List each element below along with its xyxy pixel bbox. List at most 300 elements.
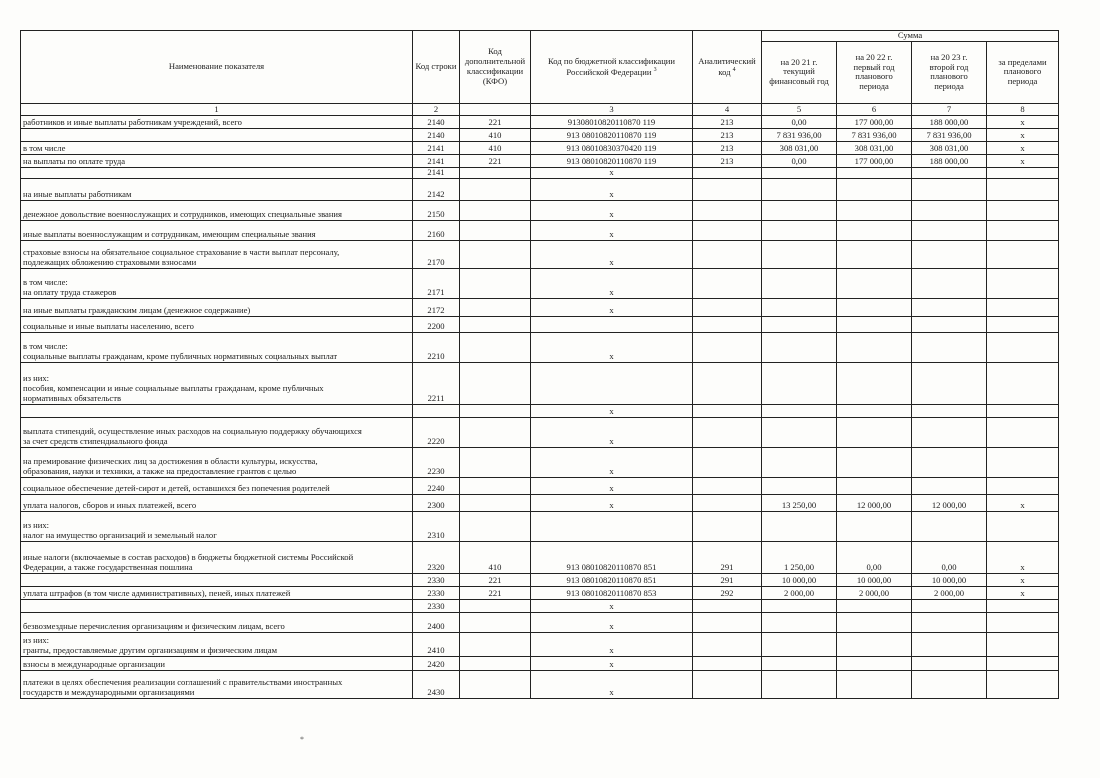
budget-classification-code <box>531 511 693 541</box>
sum-current-year <box>762 511 837 541</box>
kfo-code <box>460 656 531 670</box>
sum-beyond-plan <box>987 268 1059 298</box>
sum-second-plan-year <box>912 167 987 178</box>
sum-beyond-plan <box>987 632 1059 656</box>
sum-current-year <box>762 362 837 404</box>
sum-current-year: 10 000,00 <box>762 573 837 586</box>
indicator-name-line: в том числе <box>23 143 66 153</box>
sum-current-year <box>762 612 837 632</box>
budget-classification-code: x <box>531 240 693 268</box>
indicator-name-line: работников и иные выплаты работникам учреждений, всего <box>23 117 242 127</box>
table-row <box>21 332 1059 362</box>
indicator-name <box>21 586 413 599</box>
indicator-name <box>21 656 413 670</box>
analytic-code: 292 <box>693 586 762 599</box>
kfo-code: 221 <box>460 154 531 167</box>
kfo-code <box>460 268 531 298</box>
row-code: 2140 <box>413 115 460 128</box>
budget-classification-code: x <box>531 298 693 316</box>
row-code: 2220 <box>413 417 460 447</box>
analytic-code <box>693 220 762 240</box>
analytic-code <box>693 477 762 494</box>
indicator-name-line: денежное довольствие военнослужащих и сотрудников, имеющих специальные звания <box>23 209 342 219</box>
sum-beyond-plan: x <box>987 541 1059 573</box>
budget-classification-code: x <box>531 656 693 670</box>
sum-current-year: 308 031,00 <box>762 141 837 154</box>
indicator-name <box>21 298 413 316</box>
sum-second-plan-year: 2 000,00 <box>912 586 987 599</box>
sum-beyond-plan: x <box>987 573 1059 586</box>
indicator-name <box>21 599 413 612</box>
sum-beyond-plan <box>987 167 1059 178</box>
budget-classification-code: x <box>531 167 693 178</box>
indicator-name-line: на иные выплаты гражданским лицам (денежное содержание) <box>23 305 251 315</box>
table-row <box>21 298 1059 316</box>
header-budget-code: Код по бюджетной классификации Российской Федерации $^3$ <box>531 31 693 104</box>
row-code: 2170 <box>413 240 460 268</box>
budget-classification-code: 913 08010830370420 119 <box>531 141 693 154</box>
table-row <box>21 128 1059 141</box>
header-col5: на 20 21 г. текущий финансовый год <box>762 41 837 103</box>
table-row <box>21 200 1059 220</box>
row-code: 2310 <box>413 511 460 541</box>
col-number: 8 <box>987 103 1059 115</box>
analytic-code <box>693 167 762 178</box>
sum-second-plan-year <box>912 220 987 240</box>
indicator-name <box>21 447 413 477</box>
col-number: 3 <box>531 103 693 115</box>
sum-second-plan-year <box>912 240 987 268</box>
indicator-name-line: на иные выплаты работникам <box>23 189 132 199</box>
sum-current-year <box>762 220 837 240</box>
analytic-code <box>693 599 762 612</box>
sum-current-year <box>762 447 837 477</box>
indicator-name-line: социальные и иные выплаты населению, всего <box>23 321 194 331</box>
kfo-code: 410 <box>460 541 531 573</box>
row-code: 2330 <box>413 573 460 586</box>
kfo-code: 410 <box>460 141 531 154</box>
table-row <box>21 362 1059 404</box>
sum-second-plan-year <box>912 599 987 612</box>
row-code: 2160 <box>413 220 460 240</box>
sum-beyond-plan <box>987 447 1059 477</box>
kfo-code: 221 <box>460 115 531 128</box>
budget-classification-code: 913 08010820110870 851 <box>531 573 693 586</box>
table-row <box>21 115 1059 128</box>
header-analytic-code: Аналитический код $^4$ <box>693 31 762 104</box>
kfo-code <box>460 599 531 612</box>
analytic-code <box>693 298 762 316</box>
sum-second-plan-year: 10 000,00 <box>912 573 987 586</box>
sum-beyond-plan <box>987 316 1059 332</box>
sum-first-plan-year <box>837 200 912 220</box>
budget-classification-code: 913 08010820110870 119 <box>531 128 693 141</box>
kfo-code <box>460 240 531 268</box>
indicator-name-line: уплата штрафов (в том числе административных), пеней, иных платежей <box>23 588 291 598</box>
sum-beyond-plan <box>987 612 1059 632</box>
kfo-code: 221 <box>460 573 531 586</box>
table-row <box>21 612 1059 632</box>
indicator-name <box>21 541 413 573</box>
sum-first-plan-year: 10 000,00 <box>837 573 912 586</box>
budget-classification-code: x <box>531 632 693 656</box>
sum-second-plan-year <box>912 298 987 316</box>
row-code: 2430 <box>413 670 460 698</box>
analytic-code: 291 <box>693 573 762 586</box>
sum-second-plan-year <box>912 178 987 200</box>
indicator-name-line: нормативных обязательств <box>23 393 122 403</box>
budget-form-sheet <box>20 30 1058 699</box>
sum-first-plan-year <box>837 670 912 698</box>
analytic-code: 213 <box>693 128 762 141</box>
sum-current-year <box>762 599 837 612</box>
budget-classification-code: x <box>531 494 693 511</box>
row-code: 2200 <box>413 316 460 332</box>
analytic-code <box>693 268 762 298</box>
sum-beyond-plan <box>987 362 1059 404</box>
kfo-code <box>460 332 531 362</box>
indicator-name <box>21 612 413 632</box>
sum-first-plan-year <box>837 298 912 316</box>
indicator-name-line: выплата стипендий, осуществление иных расходов на социальную поддержку обучающихся <box>23 426 362 437</box>
indicator-name <box>21 494 413 511</box>
header-sum: Сумма <box>762 31 1059 42</box>
row-code: 2141 <box>413 141 460 154</box>
col-number: 2 <box>413 103 460 115</box>
analytic-code: 213 <box>693 141 762 154</box>
indicator-name-line: государств и международными организациями <box>23 687 195 697</box>
sum-second-plan-year <box>912 268 987 298</box>
indicator-name <box>21 268 413 298</box>
kfo-code <box>460 670 531 698</box>
analytic-code <box>693 494 762 511</box>
header-name: Наименование показателя <box>21 31 413 104</box>
sum-first-plan-year <box>837 612 912 632</box>
indicator-name-line: страховые взносы на обязательное социальное страхование в части выплат персоналу, <box>23 247 340 258</box>
row-code: 2330 <box>413 586 460 599</box>
indicator-name <box>21 362 413 404</box>
sum-second-plan-year: 12 000,00 <box>912 494 987 511</box>
sum-second-plan-year: 188 000,00 <box>912 115 987 128</box>
analytic-code <box>693 632 762 656</box>
sum-current-year <box>762 417 837 447</box>
kfo-code <box>460 494 531 511</box>
indicator-name-line: платежи в целях обеспечения реализации соглашений с правительствами иностранных <box>23 677 343 688</box>
sum-first-plan-year <box>837 404 912 417</box>
indicator-name <box>21 141 413 154</box>
analytic-code <box>693 316 762 332</box>
header-row-code: Код строки <box>413 31 460 104</box>
indicator-name-line: на премирование физических лиц за достижения в области культуры, искусства, <box>23 456 318 467</box>
analytic-code <box>693 511 762 541</box>
sum-current-year <box>762 178 837 200</box>
sum-second-plan-year <box>912 477 987 494</box>
row-code: 2230 <box>413 447 460 477</box>
sum-current-year <box>762 656 837 670</box>
kfo-code <box>460 298 531 316</box>
sum-beyond-plan <box>987 477 1059 494</box>
sum-current-year: 13 250,00 <box>762 494 837 511</box>
budget-classification-code: x <box>531 670 693 698</box>
analytic-code: 291 <box>693 541 762 573</box>
budget-classification-code: 913 08010820110870 119 <box>531 154 693 167</box>
header-col6: на 20 22 г. первый год планового периода <box>837 41 912 103</box>
sum-first-plan-year <box>837 447 912 477</box>
analytic-code <box>693 332 762 362</box>
kfo-code <box>460 632 531 656</box>
sum-first-plan-year: 177 000,00 <box>837 115 912 128</box>
sum-first-plan-year <box>837 362 912 404</box>
sum-beyond-plan <box>987 511 1059 541</box>
sum-current-year: 2 000,00 <box>762 586 837 599</box>
col-number: 4 <box>693 103 762 115</box>
sum-first-plan-year <box>837 167 912 178</box>
table-row <box>21 141 1059 154</box>
indicator-name-line: образования, науки и техники, а также на предоставление грантов с целью <box>23 466 297 476</box>
sum-first-plan-year <box>837 240 912 268</box>
row-code: 2141 <box>413 154 460 167</box>
analytic-code <box>693 200 762 220</box>
analytic-code <box>693 447 762 477</box>
indicator-name <box>21 200 413 220</box>
indicator-name-line: подлежащих обложению страховыми взносами <box>23 257 197 267</box>
budget-classification-code: x <box>531 220 693 240</box>
sum-beyond-plan: x <box>987 115 1059 128</box>
row-code: 2140 <box>413 128 460 141</box>
row-code: 2330 <box>413 599 460 612</box>
sum-current-year <box>762 240 837 268</box>
row-code: 2150 <box>413 200 460 220</box>
indicator-name-line: налог на имущество организаций и земельный налог <box>23 530 217 540</box>
sum-first-plan-year <box>837 477 912 494</box>
header-kfo: Код дополнительной классификации (КФО) <box>460 31 531 104</box>
indicator-name-line: пособия, компенсации и иные социальные выплаты гражданам, кроме публичных <box>23 383 324 394</box>
sum-beyond-plan: x <box>987 154 1059 167</box>
table-row <box>21 477 1059 494</box>
sum-current-year <box>762 477 837 494</box>
table-row <box>21 316 1059 332</box>
sum-beyond-plan <box>987 332 1059 362</box>
indicator-name-line: Федерации, а также государственная пошлина <box>23 562 193 572</box>
indicator-name <box>21 220 413 240</box>
kfo-code <box>460 417 531 447</box>
row-code: 2141 <box>413 167 460 178</box>
sum-beyond-plan: x <box>987 141 1059 154</box>
col-number: 1 <box>21 103 413 115</box>
budget-classification-code: x <box>531 178 693 200</box>
sum-beyond-plan <box>987 670 1059 698</box>
table-row <box>21 656 1059 670</box>
sum-second-plan-year <box>912 447 987 477</box>
sum-second-plan-year <box>912 316 987 332</box>
row-code <box>413 404 460 417</box>
sum-second-plan-year <box>912 612 987 632</box>
indicator-name-line: иные выплаты военнослужащим и сотрудникам, имеющим специальные звания <box>23 229 316 239</box>
col-number: 7 <box>912 103 987 115</box>
sum-second-plan-year <box>912 404 987 417</box>
sum-first-plan-year <box>837 332 912 362</box>
row-code: 2210 <box>413 332 460 362</box>
indicator-name <box>21 404 413 417</box>
table-row <box>21 586 1059 599</box>
indicator-name <box>21 115 413 128</box>
analytic-code <box>693 417 762 447</box>
table-row <box>21 178 1059 200</box>
sum-current-year: 0,00 <box>762 154 837 167</box>
indicator-name-line: в том числе: <box>23 341 68 352</box>
sum-second-plan-year <box>912 200 987 220</box>
stray-mark: * <box>300 735 304 744</box>
analytic-code <box>693 404 762 417</box>
sum-first-plan-year <box>837 599 912 612</box>
table-row <box>21 154 1059 167</box>
sum-current-year <box>762 404 837 417</box>
sum-first-plan-year <box>837 656 912 670</box>
indicator-name <box>21 417 413 447</box>
row-code: 2172 <box>413 298 460 316</box>
sum-second-plan-year <box>912 417 987 447</box>
sum-first-plan-year <box>837 511 912 541</box>
kfo-code: 410 <box>460 128 531 141</box>
sum-current-year <box>762 268 837 298</box>
table-row <box>21 447 1059 477</box>
analytic-code <box>693 362 762 404</box>
sum-current-year <box>762 332 837 362</box>
indicator-name-line: из них: <box>23 373 50 384</box>
indicator-name-line: социальное обеспечение детей-сирот и детей, оставшихся без попечения родителей <box>23 483 330 493</box>
budget-classification-code: x <box>531 332 693 362</box>
kfo-code <box>460 612 531 632</box>
analytic-code: 213 <box>693 154 762 167</box>
indicator-name <box>21 477 413 494</box>
table-row <box>21 632 1059 656</box>
sum-first-plan-year <box>837 178 912 200</box>
row-code: 2142 <box>413 178 460 200</box>
col-number <box>460 103 531 115</box>
sum-current-year: 0,00 <box>762 115 837 128</box>
indicator-name-line: из них: <box>23 635 50 646</box>
table-row <box>21 167 1059 178</box>
sum-first-plan-year <box>837 632 912 656</box>
indicator-name-line: гранты, предоставляемые другим организациям и физическим лицам <box>23 645 278 655</box>
budget-table <box>20 30 1059 699</box>
sum-first-plan-year: 7 831 936,00 <box>837 128 912 141</box>
row-code: 2171 <box>413 268 460 298</box>
budget-classification-code: x <box>531 417 693 447</box>
sum-beyond-plan: x <box>987 128 1059 141</box>
table-row <box>21 268 1059 298</box>
sum-second-plan-year: 308 031,00 <box>912 141 987 154</box>
analytic-code <box>693 612 762 632</box>
sum-current-year: 1 250,00 <box>762 541 837 573</box>
budget-classification-code: x <box>531 404 693 417</box>
indicator-name <box>21 332 413 362</box>
kfo-code <box>460 178 531 200</box>
kfo-code <box>460 316 531 332</box>
sum-first-plan-year: 12 000,00 <box>837 494 912 511</box>
row-code: 2211 <box>413 362 460 404</box>
indicator-name <box>21 178 413 200</box>
sum-beyond-plan <box>987 178 1059 200</box>
sum-first-plan-year: 2 000,00 <box>837 586 912 599</box>
row-code: 2300 <box>413 494 460 511</box>
kfo-code <box>460 220 531 240</box>
sum-beyond-plan <box>987 220 1059 240</box>
budget-classification-code: 913 08010820110870 851 <box>531 541 693 573</box>
kfo-code <box>460 362 531 404</box>
analytic-code: 213 <box>693 115 762 128</box>
header-col8: за пределами планового периода <box>987 41 1059 103</box>
analytic-code <box>693 240 762 268</box>
table-row <box>21 511 1059 541</box>
sum-current-year <box>762 670 837 698</box>
sum-beyond-plan <box>987 656 1059 670</box>
row-code: 2240 <box>413 477 460 494</box>
sum-beyond-plan <box>987 298 1059 316</box>
indicator-name <box>21 128 413 141</box>
indicator-name-line: на оплату труда стажеров <box>23 287 117 297</box>
table-row <box>21 220 1059 240</box>
indicator-name-line: за счет средств стипендиального фонда <box>23 436 168 446</box>
col-number: 6 <box>837 103 912 115</box>
budget-classification-code: x <box>531 599 693 612</box>
sum-second-plan-year: 0,00 <box>912 541 987 573</box>
sum-second-plan-year <box>912 511 987 541</box>
sum-current-year: 7 831 936,00 <box>762 128 837 141</box>
table-row <box>21 541 1059 573</box>
sum-beyond-plan <box>987 599 1059 612</box>
analytic-code <box>693 670 762 698</box>
indicator-name <box>21 573 413 586</box>
indicator-name <box>21 167 413 178</box>
sum-first-plan-year <box>837 220 912 240</box>
sum-second-plan-year <box>912 670 987 698</box>
table-row <box>21 417 1059 447</box>
indicator-name <box>21 316 413 332</box>
sum-beyond-plan <box>987 240 1059 268</box>
sum-current-year <box>762 200 837 220</box>
indicator-name-line: на выплаты по оплате труда <box>23 156 126 166</box>
budget-classification-code <box>531 316 693 332</box>
budget-classification-code <box>531 362 693 404</box>
analytic-code <box>693 178 762 200</box>
table-row <box>21 240 1059 268</box>
indicator-name <box>21 240 413 268</box>
budget-classification-code: x <box>531 477 693 494</box>
indicator-name-line: уплата налогов, сборов и иных платежей, всего <box>23 500 197 510</box>
sum-first-plan-year <box>837 417 912 447</box>
indicator-name-line: из них: <box>23 520 50 531</box>
column-numbers-row <box>21 103 1059 115</box>
budget-classification-code: x <box>531 447 693 477</box>
sum-current-year <box>762 316 837 332</box>
sum-beyond-plan <box>987 404 1059 417</box>
sum-first-plan-year <box>837 268 912 298</box>
sum-second-plan-year: 7 831 936,00 <box>912 128 987 141</box>
budget-classification-code: x <box>531 612 693 632</box>
indicator-name-line: иные налоги (включаемые в состав расходов) в бюджеты бюджетной системы Российской <box>23 552 354 563</box>
sum-second-plan-year <box>912 656 987 670</box>
indicator-name <box>21 670 413 698</box>
kfo-code <box>460 511 531 541</box>
kfo-code <box>460 447 531 477</box>
indicator-name-line: взносы в международные организации <box>23 659 165 669</box>
indicator-name-line: безвозмездные перечисления организациям и физическим лицам, всего <box>23 621 285 631</box>
sum-first-plan-year: 0,00 <box>837 541 912 573</box>
kfo-code <box>460 477 531 494</box>
kfo-code <box>460 167 531 178</box>
sum-current-year <box>762 298 837 316</box>
